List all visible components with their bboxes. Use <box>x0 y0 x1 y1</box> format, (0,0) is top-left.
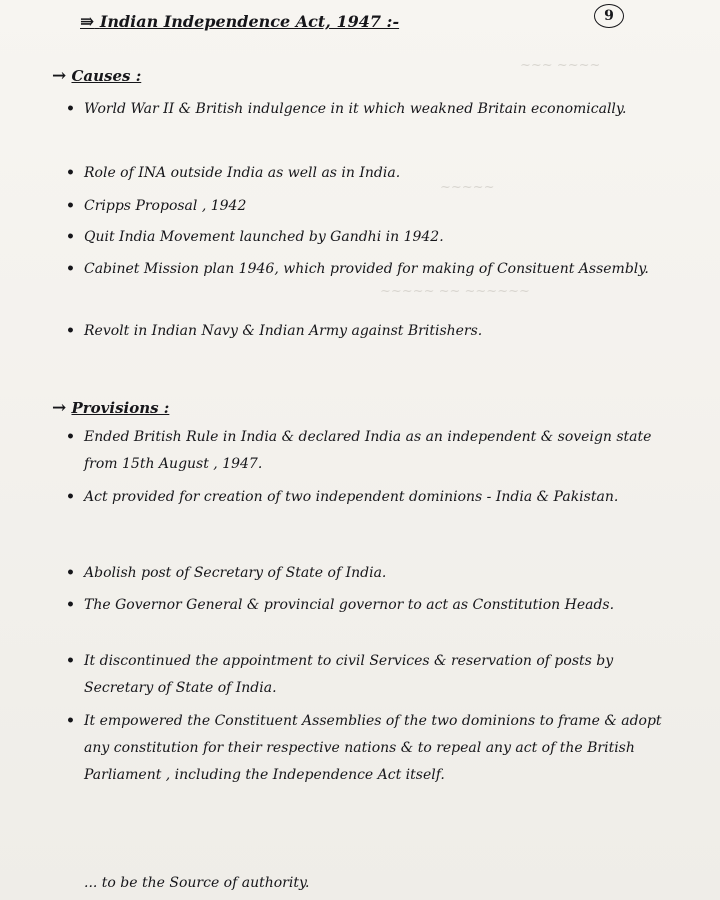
provisions-heading: → Provisions : <box>52 398 170 418</box>
implies-arrow-icon: ⇛ <box>80 12 95 32</box>
bullet-icon: • <box>66 198 75 214</box>
bullet-icon: • <box>66 101 75 117</box>
bullet-icon: • <box>66 565 75 581</box>
list-item: • Cabinet Mission plan 1946, which provided for making of Consituent Assembly. <box>84 256 664 283</box>
bleed-through: ~~~~~ ~~ ~~~~~~ <box>380 284 530 299</box>
list-item: • It discontinued the appointment to civil Services & reservation of posts by Secretary of State of India. <box>84 648 664 702</box>
list-item: • Revolt in Indian Navy & Indian Army against Britishers. <box>84 318 664 345</box>
list-item: • It empowered the Constituent Assemblies of the two dominions to frame & adopt any constitution for their respective nations & to repeal any act of the British Parliament , including the Independence Act itself. <box>84 708 664 789</box>
page-title: ⇛ Indian Independence Act, 1947 :- <box>80 12 400 32</box>
arrow-right-icon: → <box>52 66 67 86</box>
bleed-through: ~~~~~ <box>440 180 495 195</box>
list-item: • Abolish post of Secretary of State of India. <box>84 560 664 587</box>
page-number: 9 <box>594 4 624 28</box>
bullet-icon: • <box>66 597 75 613</box>
list-item: • World War II & British indulgence in it which weakned Britain economically. <box>84 96 664 123</box>
bleed-through: ~~~ ~~~~ <box>520 58 601 73</box>
list-item: • Act provided for creation of two independent dominions - India & Pakistan. <box>84 484 664 511</box>
page-heading <box>44 6 624 36</box>
bullet-icon: • <box>66 653 75 669</box>
arrow-right-icon: → <box>52 398 67 418</box>
bullet-icon: • <box>66 429 75 445</box>
list-item: • The Governor General & provincial governor to act as Constitution Heads. <box>84 592 664 619</box>
bullet-icon: • <box>66 165 75 181</box>
bullet-icon: • <box>66 489 75 505</box>
list-item: • Cripps Proposal , 1942 <box>84 193 664 220</box>
bullet-icon: • <box>66 323 75 339</box>
bullet-icon: • <box>66 713 75 729</box>
list-item: ... to be the Source of authority. <box>84 875 310 891</box>
list-item: • Role of INA outside India as well as in India. <box>84 160 664 187</box>
list-item: • Quit India Movement launched by Gandhi in 1942. <box>84 224 664 251</box>
causes-heading: → Causes : <box>52 66 142 86</box>
bullet-icon: • <box>66 261 75 277</box>
bullet-icon: • <box>66 229 75 245</box>
list-item: • Ended British Rule in India & declared India as an independent & soveign state from 15th August , 1947. <box>84 424 664 478</box>
